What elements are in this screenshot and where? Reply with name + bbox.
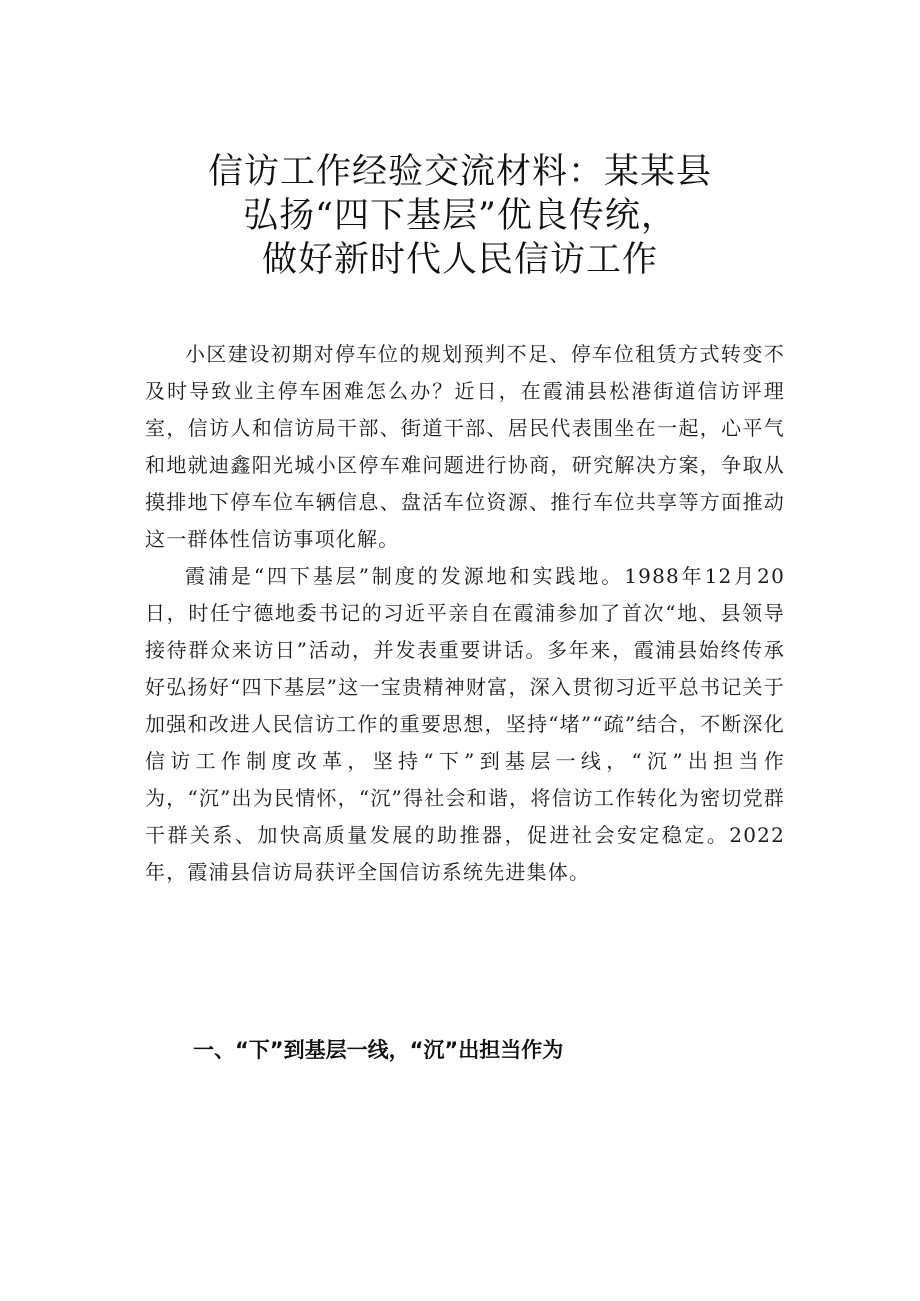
document-title — [0, 150, 920, 282]
paragraph-2: 霞浦是“四下基层”制度的发源地和实践地。1988年12月20日，时任宁德地委书记的习近平亲自在霞浦参加了首次“地、县领导接待群众来访日”活动，并发表重要讲话。多年来，霞浦县始终传承好弘扬好“四下基层”这一宝贵精神财富，深入贯彻习近平总书记关于加强和改进人民信访工作的重要思想，坚持“堵”“疏”结合，不断深化信访工作制度改革，坚持“下”到基层一线，“沉”出担当作为，“沉”出为民情怀，“沉”得社会和谐，将信访工作转化为密切党群干群关系、加快高质量发展的助推器，促进社会安定稳定。2022年，霞浦县信访局获评全国信访系统先进集体。 — [145, 564, 785, 884]
section-heading: 一、“下”到基层一线，“沉”出担当作为 — [193, 1038, 564, 1062]
paragraph-1: 小区建设初期对停车位的规划预判不足、停车位租赁方式转变不及时导致业主停车困难怎么办？近日，在霞浦县松港街道信访评理室，信访人和信访局干部、街道干部、居民代表围坐在一起，心平气和地就迪鑫阳光城小区停车难问题进行协商，研究解决方案，争取从摸排地下停车位车辆信息、盘活车位资源、推行车位共享等方面推动这一群体性信访事项化解。 — [145, 342, 785, 551]
title-line-3: 做好新时代人民信访工作 — [261, 240, 658, 280]
title-line-2: 弘扬“四下基层”优良传统， — [243, 196, 677, 236]
document-body — [145, 336, 785, 891]
title-line-1: 信访工作经验交流材料：某某县 — [207, 152, 712, 192]
